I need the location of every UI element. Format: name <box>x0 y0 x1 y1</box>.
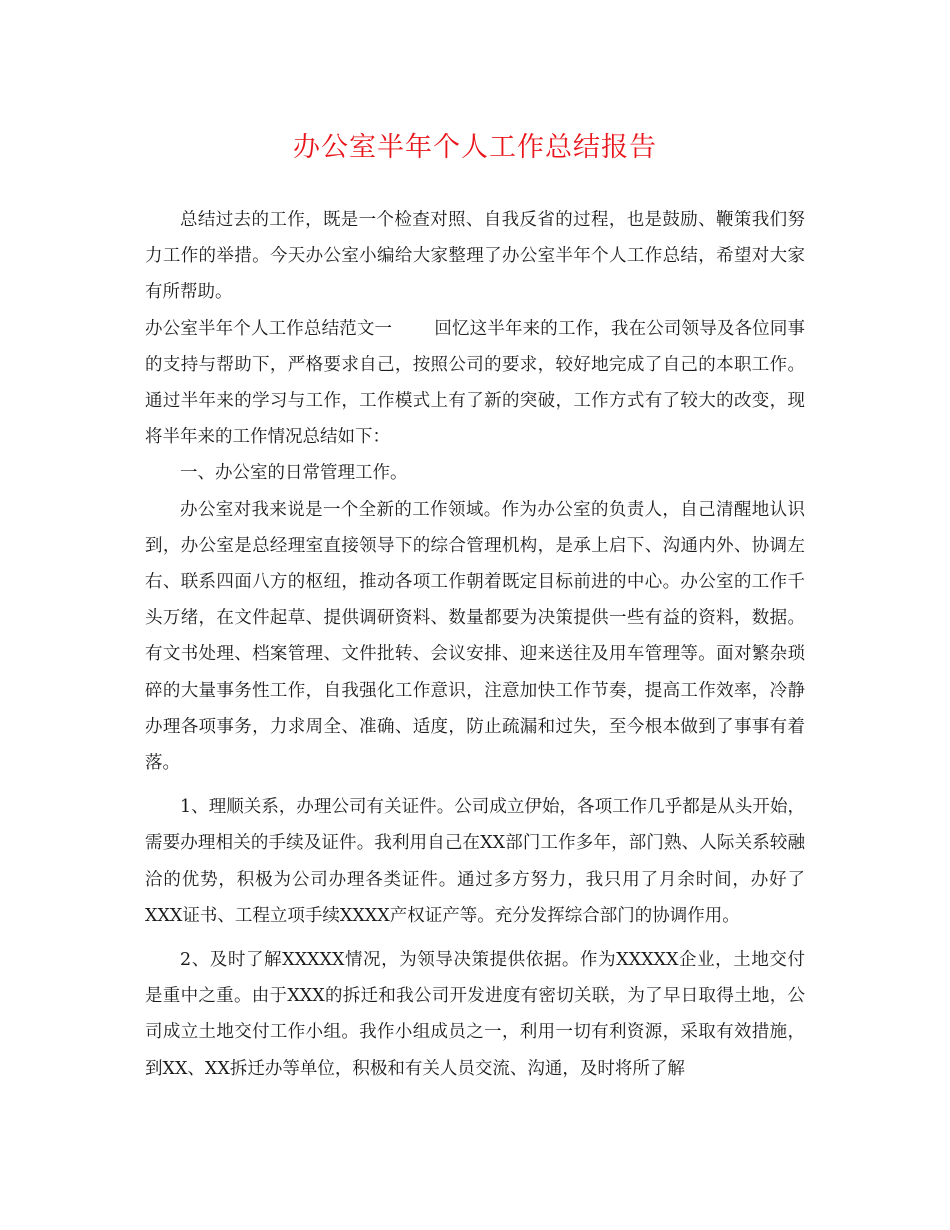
item-one-paragraph: 1、理顺关系，办理公司有关证件。公司成立伊始，各项工作几乎都是从头开始，需要办理相关的手续及证件。我利用自己在XX部门工作多年，部门熟、人际关系较融洽的优势，积极为公司办理各类证件。通过多方努力，我只用了月余时间，办好了XXX证书、工程立项手续XXXX产权证产等。充分发挥综合部门的协调作用。 <box>145 797 805 926</box>
section-one-heading: 一、办公室的日常管理工作。 <box>180 463 408 484</box>
item-two-paragraph: 2、及时了解XXXXX情况，为领导决策提供依据。作为XXXXX企业，土地交付是重中之重。由于XXX的拆迁和我公司开发进度有密切关联，为了早日取得土地，公司成立土地交付工作小组。我作小组成员之一，利用一切有利资源，采取有效措施，到XX、XX拆迁办等单位，积极和有关人员交流、沟通，及时将所了解 <box>145 950 805 1079</box>
sample-heading: 办公室半年个人工作总结范文一 <box>145 318 393 339</box>
paragraph-spacer <box>145 781 805 789</box>
section-one-body: 办公室对我来说是一个全新的工作领域。作为办公室的负责人，自己清醒地认识到，办公室是总经理室直接领导下的综合管理机构，是承上启下、沟通内外、协调左右、联系四面八方的枢纽，推动各项工作朝着既定目标前进的中心。办公室的工作千头万绪，在文件起草、提供调研资料、数量都要为决策提供一些有益的资料，数据。有文书处理、档案管理、文件批转、会议安排、迎来送往及用车管理等。面对繁杂琐碎的大量事务性工作，自我强化工作意识，注意加快工作节奏，提高工作效率，冷静办理各项事务，力求周全、准确、适度，防止疏漏和过失，至今根本做到了事事有着落。 <box>145 499 805 774</box>
sample-paragraph <box>145 311 805 456</box>
sample-opening-text: 回忆这半年来的工作，我在公司领导及各位同事的支持与帮助下，严格要求自己，按照公司的要求，较好地完成了自己的本职工作。通过半年来的学习与工作，工作模式上有了新的突破，工作方式有了较大的改变，现将半年来的工作情况总结如下： <box>145 318 806 448</box>
intro-paragraph: 总结过去的工作，既是一个检查对照、自我反省的过程，也是鼓励、鞭策我们努力工作的举措。今天办公室小编给大家整理了办公室半年个人工作总结，希望对大家有所帮助。 <box>145 210 805 303</box>
document-body <box>145 202 805 1087</box>
document-title: 办公室半年个人工作总结报告 <box>293 132 657 163</box>
paragraph-spacer <box>145 934 805 942</box>
